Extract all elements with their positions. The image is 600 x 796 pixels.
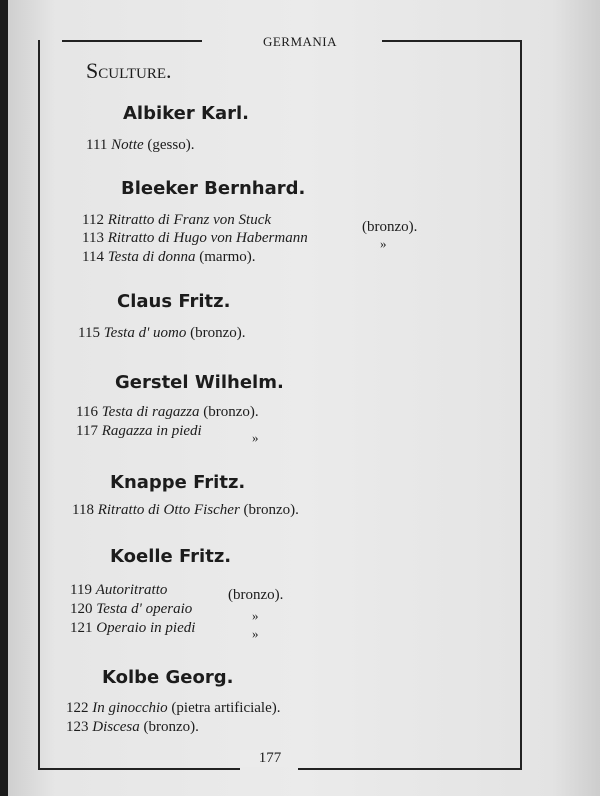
entry-material: (gesso).	[147, 137, 195, 153]
entry-number: 112	[82, 212, 104, 228]
entry-material: (bronzo).	[228, 587, 284, 603]
entry-title: Testa d' operaio	[96, 601, 193, 617]
entry-title: Ragazza in piedi	[101, 423, 202, 439]
entry-title: Notte	[111, 137, 144, 153]
catalog-entry	[66, 719, 199, 736]
entry-number: 114	[82, 249, 104, 265]
entry-number: 111	[86, 137, 108, 153]
entry-number: 121	[70, 620, 93, 636]
entry-material: (bronzo).	[243, 502, 299, 518]
catalog-entry	[78, 325, 246, 342]
entry-number: 113	[82, 230, 104, 246]
entry-title: Testa di donna	[107, 249, 196, 265]
entry-number: 118	[72, 502, 94, 518]
top-rule-left	[62, 40, 202, 42]
catalog-entry	[70, 582, 167, 599]
entry-material: (bronzo).	[190, 325, 246, 341]
entry-title: Testa d' uomo	[103, 325, 187, 341]
entry-number: 119	[70, 582, 92, 598]
catalog-entry	[76, 423, 202, 440]
artist-heading: Albiker Karl.	[123, 103, 249, 124]
entry-number: 120	[70, 601, 93, 617]
entry-number: 115	[78, 325, 100, 341]
catalog-entry	[82, 212, 271, 229]
entry-number: 123	[66, 719, 89, 735]
catalog-entry	[70, 601, 192, 618]
catalog-entry	[76, 404, 259, 421]
bottom-rule-left	[38, 768, 240, 770]
entry-title: Autoritratto	[95, 582, 168, 598]
artist-heading: Gerstel Wilhelm.	[115, 372, 284, 393]
entry-material: (bronzo).	[203, 404, 259, 420]
entry-number: 117	[76, 423, 98, 439]
page-number: 177	[240, 750, 300, 767]
artist-heading: Bleeker Bernhard.	[121, 178, 306, 199]
entry-material: (marmo).	[199, 249, 256, 265]
artist-heading: Claus Fritz.	[117, 291, 231, 312]
catalog-entry	[82, 249, 255, 266]
catalog-entry	[66, 700, 281, 717]
artist-heading: Kolbe Georg.	[102, 667, 234, 688]
entry-title: Testa di ragazza	[101, 404, 200, 420]
bottom-rule-right	[298, 768, 520, 770]
catalog-entry	[86, 137, 194, 154]
entry-material: (bronzo).	[362, 219, 418, 235]
catalog-entry	[82, 230, 308, 247]
page-header-country: GERMANIA	[262, 34, 338, 49]
entry-title: Operaio in piedi	[96, 620, 196, 636]
entry-material: (bronzo).	[143, 719, 199, 735]
artist-heading: Knappe Fritz.	[110, 472, 246, 493]
entry-material-ditto: »	[252, 430, 259, 445]
entry-title: Ritratto di Franz von Stuck	[107, 212, 272, 228]
entry-title: Discesa	[92, 719, 140, 735]
section-title: Sculture.	[86, 58, 172, 83]
entry-material-ditto: »	[252, 626, 259, 641]
entry-number: 116	[76, 404, 98, 420]
entry-title: In ginocchio	[92, 700, 168, 716]
entry-material: (pietra artificiale).	[171, 700, 281, 716]
entry-title: Ritratto di Hugo von Habermann	[107, 230, 308, 246]
catalog-entry	[72, 502, 299, 519]
entry-title: Ritratto di Otto Fischer	[97, 502, 240, 518]
entry-material-ditto: »	[380, 236, 387, 251]
catalog-entry	[70, 620, 195, 637]
artist-heading: Koelle Fritz.	[110, 546, 232, 567]
entry-number: 122	[66, 700, 89, 716]
entry-material-ditto: »	[252, 608, 259, 623]
top-rule-right	[382, 40, 520, 42]
